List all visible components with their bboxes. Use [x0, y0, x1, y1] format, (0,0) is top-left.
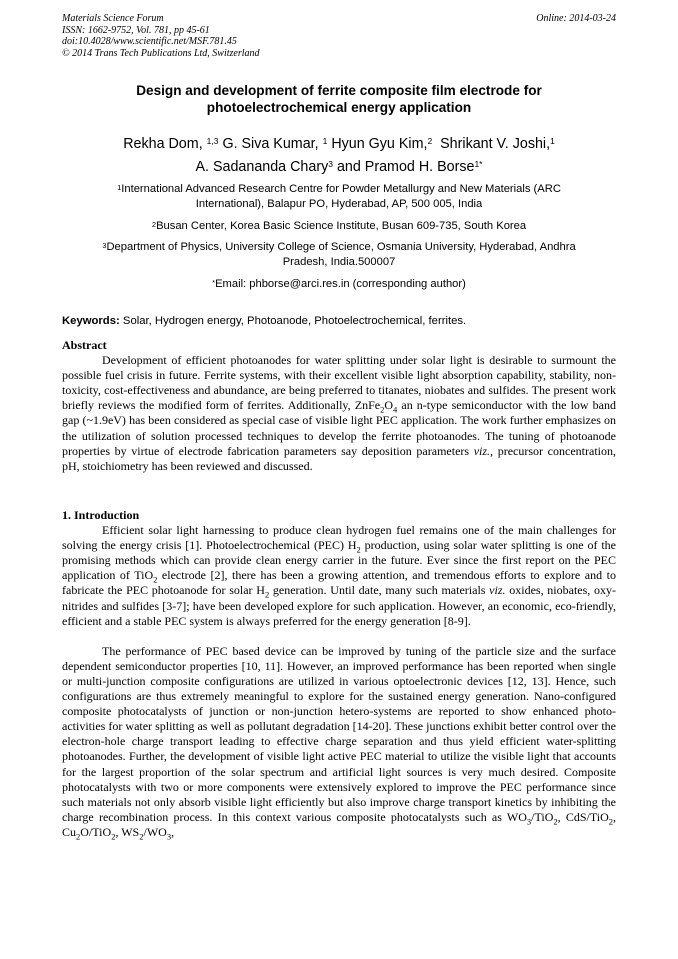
affiliation-1 [62, 182, 616, 212]
author-name: A. Sadananda Chary [195, 159, 329, 175]
author-list [62, 133, 616, 179]
title-line-1: Design and development of ferrite composite film electrode for [136, 83, 542, 98]
paper-title [62, 82, 616, 116]
body-text: The performance of PEC based device can be improved by tuning of the particle size and the surface dependent semiconductor properties [10, 11]. However, an improved performance has been reported when single or multi-junction composite configurations are utilized in various optoelectronic devices [12, 13]. Hence, such configurations are thus extremely meaningful to explore for the sustained energy generation. Nano-configured composite photocatalysts of junction or non-junction hetero-systems are reported to show enhanced photo-activities for water splitting as well as pollutant degradation [14-20]. These junctions exhibit better control over the electron-hole charge transport leading to effective charge separation and thus yield efficient water-splitting photoanodes. Further, the development of visible light active PEC material to utilize the visible light that accounts for the largest proportion of the solar spectrum and artificial light sources is very much desired. Composite photocatalysts with two or more components were extensively explored to improve the PEC performance since such materials not only absorb visible light efficiently but also improve charge transport kinetics by inhibiting the charge recombination process. In this context various composite photocatalysts such as WO [62, 643, 616, 824]
body-text: , [171, 824, 175, 839]
author-name: Rekha Dom [123, 136, 199, 152]
subscript: 2 [76, 831, 81, 842]
keywords-text: Solar, Hydrogen energy, Photoanode, Photoelectrochemical, ferrites. [119, 315, 467, 327]
author-affiliation-mark: 2 [427, 136, 433, 146]
body-text: /WO [143, 824, 167, 839]
affiliation-text: International), Balapur PO, Hyderabad, AP, 500 005, India [195, 198, 483, 210]
copyright-line: © 2014 Trans Tech Publications Ltd, Switzerland [62, 47, 260, 59]
online-date: Online: 2014-03-24 [536, 13, 616, 24]
subscript: 3 [166, 831, 172, 842]
body-text: production, using solar water splitting is one of the promising methods which can provide clean energy carrier in the future. Ever since the first report on the PEC application of TiO [62, 538, 617, 583]
affiliation-mark: 1 [117, 183, 122, 192]
email-text: Email: phborse@arci.res.in (corresponding author) [215, 278, 466, 290]
abstract-paragraph [62, 353, 616, 474]
italic-text: viz. [489, 583, 506, 598]
introduction-section [62, 508, 616, 840]
subscript: 4 [393, 404, 398, 415]
keywords-label: Keywords: [62, 315, 120, 327]
abstract-text: O [384, 398, 393, 413]
affiliation-3 [62, 240, 616, 270]
doi-line: doi:10.4028/www.scientific.net/MSF.781.45 [62, 36, 237, 47]
author-affiliation-mark: 1 [322, 136, 328, 146]
author-name: Hyun Gyu Kim, [331, 136, 428, 152]
abstract-text: Development of efficient photoanodes for water splitting under solar light is desirable to surmount the possible fuel crisis in future. Ferrite systems, with their excellent visible light absorption capability, stability, non-toxicity, cost-effectiveness and abundance, are being preferred to titanates, niobates and sulfides. The present work briefly reviews the modified form of ferrites. Additionally, ZnFe [62, 353, 616, 413]
affiliation-text: Pradesh, India.500007 [282, 256, 396, 268]
body-text: , WS [115, 824, 140, 839]
issn-line: ISSN: 1662-9752, Vol. 781, pp 45-61 [62, 24, 210, 36]
body-text: oxides, niobates, oxy-nitrides and sulfides [3-7]; have been developed explore for such application. However, an economic, eco-friendly, efficient and a stable PEC system is always preferred for the energy generation [8-9]. [62, 583, 616, 628]
subscript: 2 [139, 831, 144, 842]
affiliation-mark: 2 [151, 220, 157, 229]
running-header [62, 13, 616, 59]
journal-name: Materials Science Forum [62, 13, 164, 24]
affiliation-2 [62, 219, 616, 234]
subscript: 2 [356, 544, 361, 555]
body-text: Efficient solar light harnessing to produce clean hydrogen fuel remains one of the main challenges for solving the energy crisis [1]. Photoelectrochemical (PEC) H [62, 523, 616, 553]
introduction-paragraph-1 [62, 523, 616, 629]
subscript: 2 [608, 816, 613, 827]
subscript: 3 [526, 816, 532, 827]
subscript: 2 [264, 589, 270, 600]
abstract-text: precursor concentration, pH, stoichiometry has been reviewed and discussed. [62, 443, 616, 473]
abstract-text: an n-type semiconductor with the low band gap (~1.9eV) has been considered as special case of visible light PEC application. The work further emphasizes on the utilization of solution processed techniques to develop the ferrite photoanodes. The tuning of photoanode properties by virtue of electrode fabrication parameters say deposition parameters [62, 398, 617, 458]
subscript: 2 [553, 816, 558, 827]
affiliation-text: International Advanced Research Centre for Powder Metallurgy and New Materials (ARC [121, 183, 561, 195]
author-affiliation-mark: 1 [550, 136, 555, 146]
body-text: /TiO [531, 809, 554, 824]
affiliation-text: Busan Center, Korea Basic Science Institute, Busan 609-735, South Korea [156, 220, 527, 232]
introduction-heading: 1. Introduction [62, 508, 140, 522]
corresponding-email [62, 277, 616, 292]
author-name: Shrikant V. Joshi, [440, 136, 551, 152]
title-line-2: photoelectrochemical energy application [206, 100, 472, 115]
abstract-heading: Abstract [62, 338, 107, 352]
author-name: G. Siva Kumar, [222, 136, 319, 152]
subscript: 2 [153, 574, 158, 585]
subscript: 2 [380, 404, 385, 415]
body-text: generation. Until date, many such materials [269, 583, 490, 598]
author-affiliation-mark: 1* [474, 159, 483, 169]
italic-text: viz., [473, 443, 494, 458]
body-text: , Cu [62, 809, 616, 839]
subscript: 2 [111, 831, 116, 842]
abstract-section [62, 338, 616, 474]
affiliation-mark: 3 [102, 241, 107, 250]
affiliation-text: Department of Physics, University College of Science, Osmania University, Hyderabad, Andhra [106, 241, 576, 253]
author-name: and Pramod H. Borse [336, 159, 475, 175]
introduction-paragraph-2 [62, 644, 616, 840]
email-mark: * [212, 278, 216, 287]
author-affiliation-mark: 3 [328, 159, 333, 169]
author-affiliation-mark: 1,3 [206, 136, 219, 146]
body-text: , CdS/TiO [557, 809, 609, 824]
body-text: O/TiO [80, 824, 112, 839]
keywords-line [62, 314, 616, 328]
author-line-2 [62, 156, 616, 179]
body-text: electrode [2], there has been a growing attention, and tremendous efforts to explore and to fabricate the PEC photoanode for solar H [62, 568, 616, 598]
author-line-1: Rekha Dom, $^{1,3}$ G. Siva Kumar, $^1$ Hyun Gyu Kim,$^2$ Shrikant V. Joshi,$^1$ [123, 136, 555, 152]
